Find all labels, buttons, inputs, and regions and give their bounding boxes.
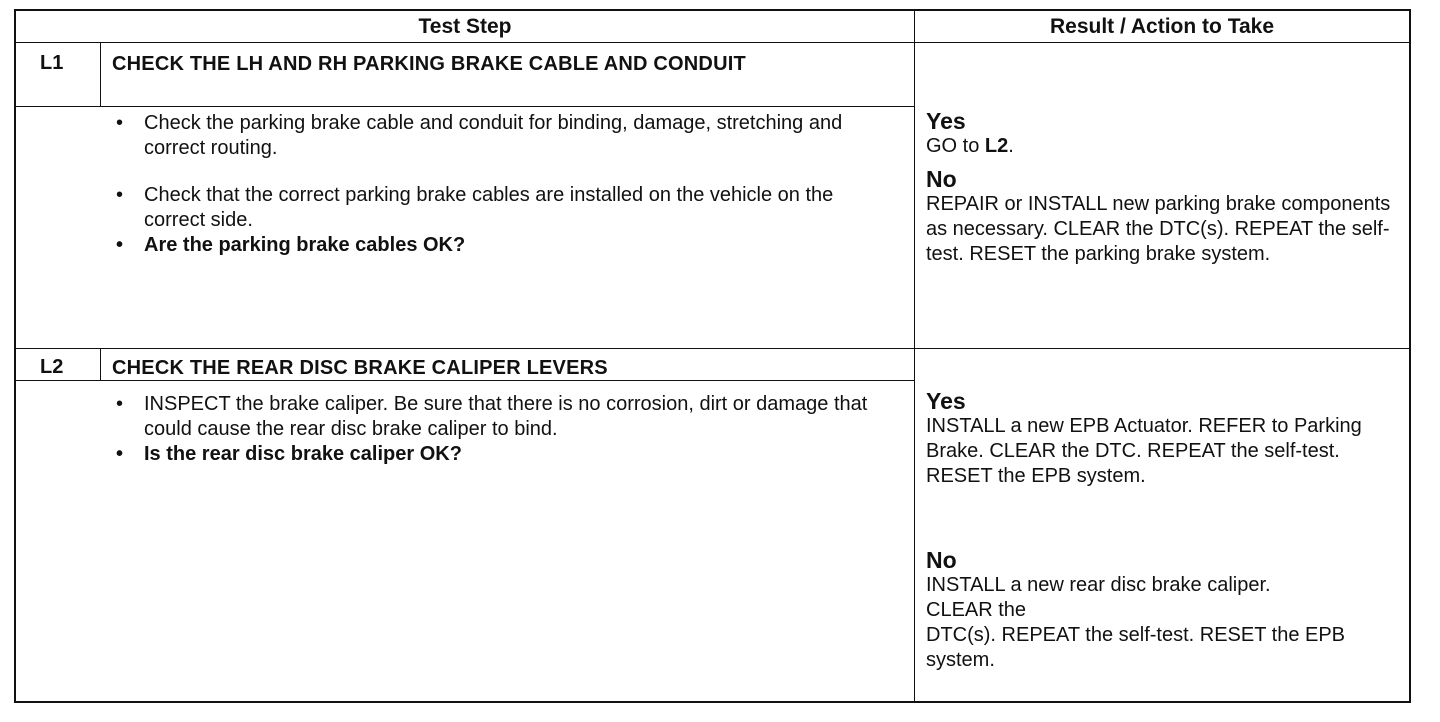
l2-id-divider xyxy=(100,348,101,380)
l1-yes-action-ref: L2 xyxy=(984,135,1009,157)
header-result-action: Result / Action to Take xyxy=(1049,15,1275,38)
l1-id-divider xyxy=(100,42,101,106)
l1-title-underline xyxy=(16,106,914,107)
step-id-l2: L2 xyxy=(40,356,64,378)
l1-bullet-2: • Check that the correct parking brake cables are installed on the vehicle on the correct side. xyxy=(112,183,882,233)
l1-instructions xyxy=(112,111,882,258)
l2-no-action-line3: DTC(s). REPEAT the self-test. RESET the EPB system. xyxy=(926,624,1346,671)
l2-instructions xyxy=(112,392,872,467)
l1-question: • Are the parking brake cables OK? xyxy=(112,233,882,258)
step-separator xyxy=(16,348,1409,349)
l1-yes-label: Yes xyxy=(926,108,966,134)
l1-result xyxy=(926,109,1406,267)
step-id-l1: L1 xyxy=(40,52,64,74)
l1-bullet-1: • Check the parking brake cable and conduit for binding, damage, stretching and correct routing. xyxy=(112,111,882,161)
l1-yes-action-suffix: . xyxy=(1008,135,1014,157)
l2-yes-label: Yes xyxy=(926,388,966,414)
step-title-l2: CHECK THE REAR DISC BRAKE CALIPER LEVERS xyxy=(112,357,608,379)
l2-result-yes xyxy=(926,389,1406,489)
l1-no-label: No xyxy=(926,166,957,192)
header-test-step: Test Step xyxy=(418,15,512,38)
l2-result-no xyxy=(926,548,1406,673)
l2-no-label: No xyxy=(926,547,957,573)
diagnostic-table xyxy=(14,9,1411,703)
l2-yes-action: INSTALL a new EPB Actuator. REFER to Parking Brake. CLEAR the DTC. REPEAT the self-test. RESET the EPB system. xyxy=(926,415,1362,487)
header-divider xyxy=(16,42,1409,43)
l1-no-action: REPAIR or INSTALL new parking brake components as necessary. CLEAR the DTC(s). REPEAT the self-test. RESET the parking brake system. xyxy=(926,193,1391,265)
l2-bullet-1: • INSPECT the brake caliper. Be sure that there is no corrosion, dirt or damage that could cause the rear disc brake caliper to bind. xyxy=(112,392,872,442)
step-title-l1: CHECK THE LH AND RH PARKING BRAKE CABLE AND CONDUIT xyxy=(112,53,746,75)
l1-yes-action-prefix: GO to xyxy=(926,135,985,157)
l2-question: • Is the rear disc brake caliper OK? xyxy=(112,442,872,467)
l1-yes-action xyxy=(926,134,1406,159)
l2-no-action-line2: CLEAR the xyxy=(926,599,1027,621)
l2-title-underline xyxy=(16,380,914,381)
l2-no-action-line1: INSTALL a new rear disc brake caliper. xyxy=(926,574,1271,596)
column-divider xyxy=(914,11,915,701)
